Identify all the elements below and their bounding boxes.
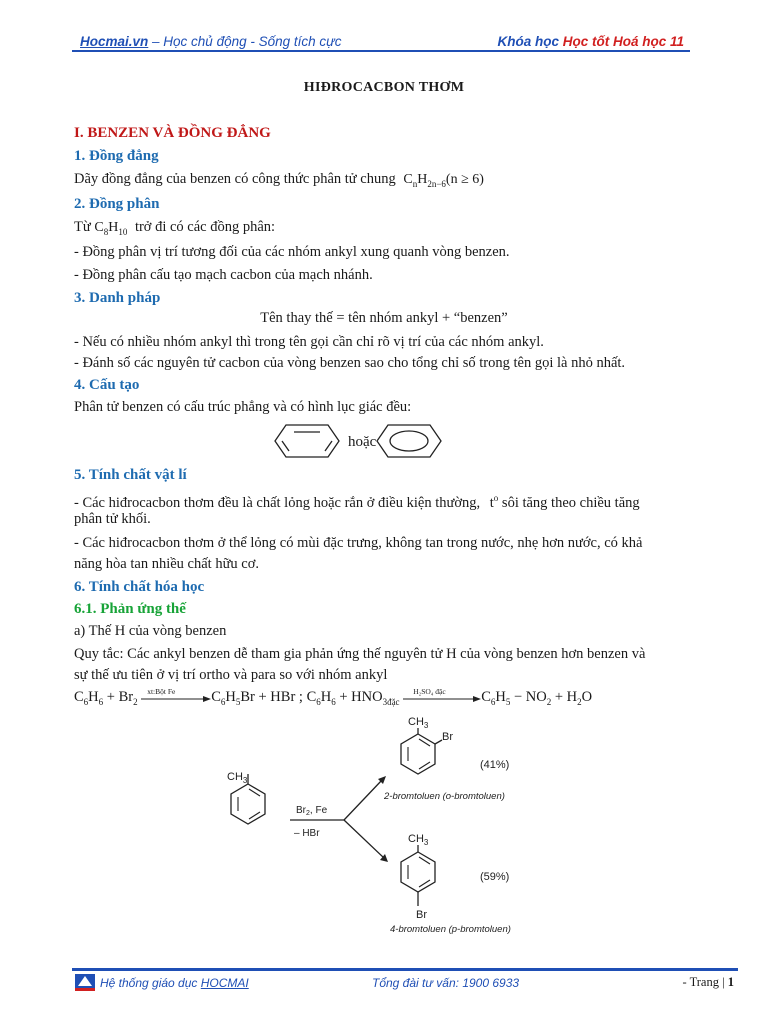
- heading-phan-ung-the: 6.1. Phản ứng thế: [74, 601, 186, 617]
- heading-tinh-chat-vat-li: 5. Tính chất vật lí: [74, 467, 187, 483]
- product-bromobenzene: $C_6H_5Br$: [211, 689, 255, 707]
- name-para: 4-bromtoluen (p-bromtoluen): [390, 924, 511, 935]
- page-number: - Trang | 1: [682, 975, 734, 989]
- rule-line-1: Quy tắc: Các ankyl benzen dễ tham gia phản ứng thế nguyên tử H của vòng benzen hơn benzen và: [74, 646, 646, 662]
- product2-ch3-label: $CH_3$: [408, 833, 429, 847]
- list-item: - Nếu có nhiều nhóm ankyl thì trong tên gọi cần chỉ rõ vị trí của các nhóm ankyl.: [74, 334, 544, 350]
- header-slogan: – Học chủ động - Sống tích cực: [148, 34, 342, 49]
- formula-c8h10: $C_8H_{10}$: [94, 220, 128, 237]
- list-item: - Đồng phân cấu tạo mạch cacbon của mạch nhánh.: [74, 267, 373, 283]
- temperature-symbol: $t^o$: [489, 493, 499, 511]
- page-header: [80, 26, 684, 50]
- paragraph-dong-phan: Từ $C_8H_{10}$ trở đi có các đồng phân:: [74, 219, 276, 237]
- heading-cau-tao: 4. Cấu tạo: [74, 377, 140, 393]
- product1-ch3-label: $CH_3$: [408, 716, 429, 730]
- toluene-bromination-scheme: [220, 712, 560, 952]
- paragraph-dong-dang: Dãy đồng đẳng của benzen có công thức phân tử chung $C_nH_{2n-6}(n \ge 6)$: [74, 171, 484, 189]
- reagent-label: $Br_2$, Fe: [296, 805, 328, 817]
- reaction-equations: $C_6H_6 + Br_2$ xt:Bột Fe $C_6H_5Br$ + HBr ; $C_6H_6 + HNO_{3đặc}$ H₂SO₄ đặc $C_6H_5 - NO_2 + H_2O$: [74, 686, 593, 707]
- reactant-br2: $Br_2$: [118, 689, 138, 707]
- general-formula: $C_nH_{2n-6}(n \ge 6)$: [403, 172, 484, 189]
- rule-line-2: sự thế ưu tiên ở vị trí ortho và para so với nhóm ankyl: [74, 667, 388, 683]
- toluene-ring: [231, 784, 265, 824]
- naming-rule: Tên thay thế = tên nhóm ankyl + “benzen”: [260, 310, 508, 326]
- header-course-prefix: Khóa học: [497, 34, 563, 49]
- list-item-continued: phân tử khối.: [74, 511, 151, 527]
- header-course: [497, 34, 684, 49]
- paragraph-cau-tao: Phân tử benzen có cấu trúc phẳng và có hình lục giác đều:: [74, 399, 412, 415]
- footer-hocmai-link[interactable]: HOCMAI: [200, 976, 249, 990]
- toluene-ch3-label: $CH_3$: [227, 771, 248, 785]
- yield-ortho: (41%): [480, 759, 510, 771]
- list-item: - Các hiđrocacbon thơm ở thể lỏng có mùi đặc trưng, không tan trong nước, nhẹ hơn nước, có khả: [74, 535, 643, 551]
- section-heading-benzen: I. BENZEN VÀ ĐỒNG ĐẲNG: [74, 125, 271, 141]
- benzene-kekule-icon: [272, 422, 342, 460]
- header-left: [80, 34, 341, 49]
- hocmai-logo-icon: [74, 972, 96, 992]
- reactant-benzene: $C_6H_6$: [74, 689, 104, 707]
- heading-dong-phan: 2. Đồng phân: [74, 196, 160, 212]
- list-item: - Các hiđrocacbon thơm đều là chất lỏng hoặc rắn ở điều kiện thường, $t^o$ sôi tăng theo chiều tăng: [74, 493, 640, 511]
- footer-hotline: Tổng đài tư vấn: 1900 6933: [372, 976, 520, 990]
- or-label: hoặc: [348, 434, 377, 450]
- footer-divider: [72, 968, 738, 971]
- heading-danh-phap: 3. Danh pháp: [74, 290, 161, 306]
- para-product-ring: [401, 852, 435, 892]
- ortho-product-ring: [401, 734, 435, 774]
- benzene-circle-icon: [374, 422, 444, 460]
- product2-br-label: Br: [416, 909, 427, 921]
- page-title: HIĐROCACBON THƠM: [303, 80, 465, 95]
- list-item: - Đánh số các nguyên tử cacbon của vòng benzen sao cho tổng chỉ số trong tên gọi là nhỏ nhất.: [74, 355, 626, 371]
- header-course-name: Học tốt Hoá học 11: [562, 34, 684, 49]
- list-item: - Đồng phân vị trí tương đối của các nhóm ankyl xung quanh vòng benzen.: [74, 244, 510, 260]
- header-divider: [72, 50, 690, 52]
- yield-para: (59%): [480, 871, 510, 883]
- list-item-continued: năng hòa tan nhiều chất hữu cơ.: [74, 556, 260, 572]
- reaction-arrow-1: xt:Bột Fe: [141, 691, 211, 705]
- product1-br-label: Br: [442, 731, 453, 743]
- heading-dong-dang: 1. Đồng đẳng: [74, 148, 159, 164]
- name-ortho: 2-bromtoluen (o-bromtoluen): [384, 791, 505, 802]
- reactant-benzene-2: $C_6H_6$: [306, 689, 336, 707]
- header-brand-link[interactable]: Hocmai.vn: [80, 34, 149, 49]
- reaction-arrow-2: H₂SO₄ đặc: [403, 691, 481, 705]
- subheading-the-h: a) Thế H của vòng benzen: [74, 623, 227, 639]
- product-nitrobenzene: $C_6H_5$: [481, 689, 511, 707]
- heading-tinh-chat-hoa-hoc: 6. Tính chất hóa học: [74, 579, 205, 595]
- footer-system: Hệ thống giáo dục HOCMAI: [100, 976, 249, 990]
- reagent-byproduct: – HBr: [294, 828, 320, 839]
